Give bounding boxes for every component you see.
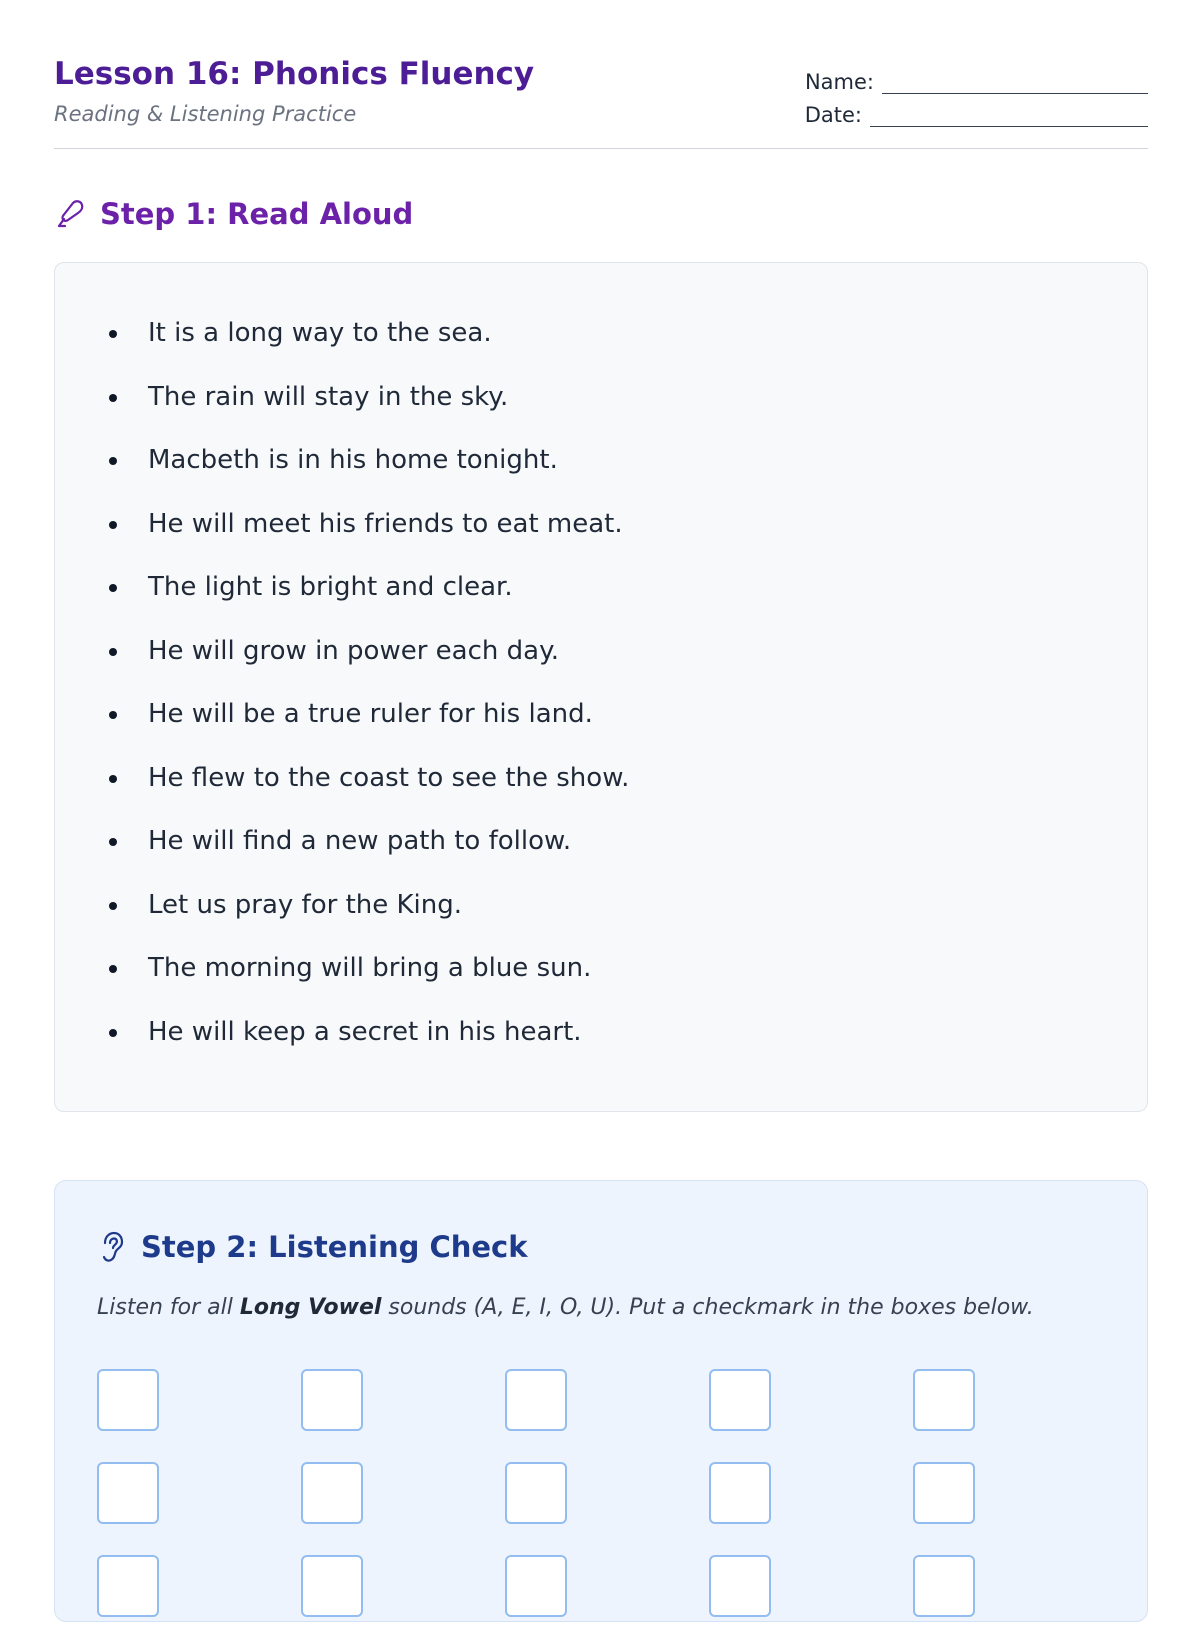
sentence-text: He will keep a secret in his heart.: [148, 1016, 582, 1047]
step1-heading: [54, 194, 413, 234]
bullet-dot: [109, 902, 117, 910]
listening-instructions: [97, 1295, 1034, 1320]
sentence-text: He will find a new path to follow.: [148, 826, 572, 856]
worksheet-header: [54, 56, 1148, 149]
vowel-checkbox[interactable]: [505, 1462, 567, 1524]
sentence-text: The light is bright and clear.: [148, 572, 513, 602]
vowel-checkbox[interactable]: [913, 1462, 975, 1524]
date-label: Date:: [804, 103, 862, 127]
step1-title: Step 1: Read Aloud: [100, 197, 414, 231]
bullet-dot: [109, 330, 117, 338]
vowel-checkbox[interactable]: [301, 1462, 363, 1524]
sentence-item: [55, 315, 629, 379]
bullet-dot: [109, 648, 117, 656]
instructions-text-start: Listen for all: [97, 1295, 240, 1320]
sentence-text: He will be a true ruler for his land.: [148, 699, 593, 729]
bullet-dot: [109, 711, 117, 719]
sentence-text: The morning will bring a blue sun.: [148, 953, 592, 983]
instructions-text-end: sounds (A, E, I, O, U). Put a checkmark in the boxes below.: [381, 1295, 1034, 1320]
sentence-item: [55, 379, 629, 443]
date-blank-line[interactable]: [870, 104, 1148, 127]
vowel-checkbox[interactable]: [505, 1555, 567, 1617]
step2-title: Step 2: Listening Check: [141, 1230, 528, 1264]
bullet-dot: [109, 838, 117, 846]
bullet-dot: [109, 457, 117, 465]
read-aloud-panel: [54, 262, 1148, 1112]
sentence-text: He will grow in power each day.: [148, 635, 560, 666]
bullet-dot: [109, 584, 117, 592]
sentence-item: [55, 569, 629, 633]
checkbox-grid: [97, 1369, 1017, 1629]
name-field: [805, 70, 1148, 94]
bullet-dot: [109, 521, 117, 529]
vowel-checkbox[interactable]: [709, 1555, 771, 1617]
sentence-item: [55, 696, 629, 760]
page-title: Lesson 16: Phonics Fluency: [54, 56, 535, 92]
bullet-dot: [109, 394, 117, 402]
name-label: Name:: [804, 70, 874, 94]
sentence-item: [55, 887, 629, 951]
sentence-text: Macbeth is in his home tonight.: [148, 445, 558, 475]
vowel-checkbox[interactable]: [913, 1555, 975, 1617]
vowel-checkbox[interactable]: [97, 1555, 159, 1617]
sentence-item: [55, 760, 629, 824]
sentence-item: [55, 633, 629, 697]
vowel-checkbox[interactable]: [97, 1369, 159, 1431]
step2-heading: [97, 1227, 528, 1267]
bullet-dot: [109, 775, 117, 783]
sentence-text: The rain will stay in the sky.: [148, 381, 509, 412]
bullet-dot: [109, 1029, 117, 1037]
sentence-text: He flew to the coast to see the show.: [148, 762, 630, 793]
sentence-item: [55, 823, 629, 887]
sentence-text: It is a long way to the sea.: [148, 318, 492, 348]
sentence-item: [55, 442, 629, 506]
sentence-item: [55, 1014, 629, 1078]
bullet-dot: [109, 965, 117, 973]
ear-icon: [97, 1230, 127, 1264]
sentence-list: [55, 315, 629, 1077]
vowel-checkbox[interactable]: [505, 1369, 567, 1431]
sentence-text: He will meet his friends to eat meat.: [148, 508, 623, 539]
vowel-checkbox[interactable]: [709, 1369, 771, 1431]
vowel-checkbox[interactable]: [913, 1369, 975, 1431]
vowel-checkbox[interactable]: [301, 1555, 363, 1617]
listening-check-panel: [54, 1180, 1148, 1622]
page-subtitle: Reading & Listening Practice: [54, 102, 357, 126]
microphone-icon: [54, 197, 88, 231]
sentence-item: [55, 506, 629, 570]
date-field: [805, 103, 1148, 127]
name-blank-line[interactable]: [882, 71, 1148, 94]
vowel-checkbox[interactable]: [301, 1369, 363, 1431]
vowel-checkbox[interactable]: [709, 1462, 771, 1524]
sentence-item: [55, 950, 629, 1014]
sentence-text: Let us pray for the King.: [148, 889, 463, 920]
instructions-emphasis: Long Vowel: [239, 1295, 382, 1320]
vowel-checkbox[interactable]: [97, 1462, 159, 1524]
